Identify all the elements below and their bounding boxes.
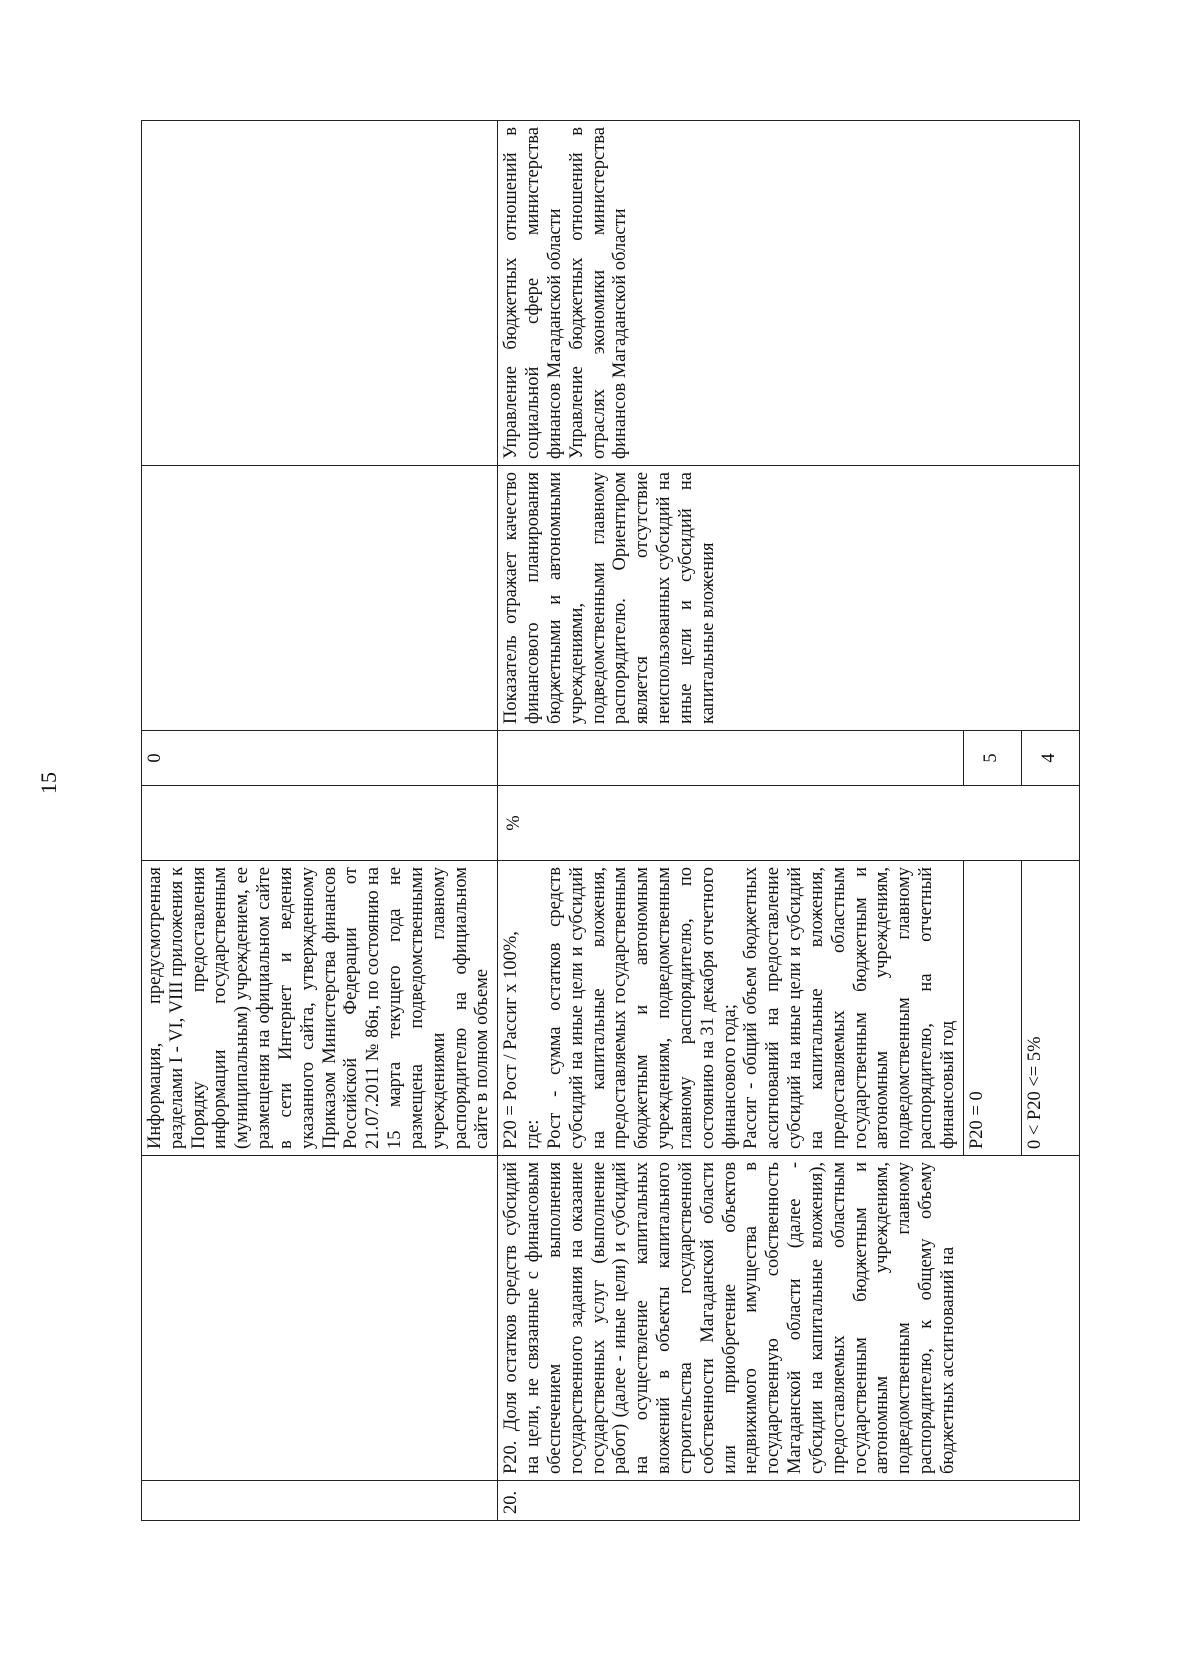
condition-score: 4 [1021, 731, 1079, 786]
score-empty-cell [498, 731, 963, 786]
definition-rost: Pост - сумма остатков средств субсидий на иные цели и субсидий на капитальные вложения, предоставляемых государственным бюджетным и автономным учреждениям, подведомственным главному распорядителю, по состоянию на 31 декабря отчетного финансового года; [544, 867, 740, 1149]
row-20 [498, 121, 963, 1521]
cont-score-cell: 0 [142, 731, 498, 786]
indicator-cell: P20. Доля остатков средств субсидий на цели, не связанные с финансовым обеспечением выполнения государственного задания на оказание государственных услуг (выполнение работ) (далее - иные цели) и субсидий на осуществление капитальных вложений в объекты капитального строительства государственной собственности Магаданской области или приобретение объектов недвижимого имущества в государственную собственность Магаданской области (далее - субсидии на капитальные вложения), предоставляемых областным государственным бюджетным и автономным учреждениям, подведомственным главному распорядителю, к общему объему бюджетных ассигнований на [498, 1156, 1079, 1481]
formula-cell [498, 861, 963, 1156]
cont-info-cell: Информация, предусмотренная разделами I - VI, VIII приложения к Порядку предоставления информации государственным (муниципальным) учреждением, ее размещения на официальном сайте в сети Интернет и ведения указанного сайта, утвержденному Приказом Министерства финансов Российской Федерации от 21.07.2011 № 86н, по состоянию на 15 марта текущего года не размещена подведомственными учреждениями главному распорядителю на официальном сайте в полном объеме [142, 861, 498, 1156]
rotated-table-container [141, 121, 1060, 1521]
formula-where: где: [523, 1119, 544, 1149]
condition-cell: P20 = 0 [963, 861, 1021, 1156]
comment-cell: Показатель отражает качество финансового планирования бюджетными и автономными учреждениями, подведомственными главному распорядителю. Ориентиром является отсутствие неиспользованных субсидий на иные цели и субсидий на капитальные вложения [498, 466, 1079, 731]
cont-responsible-cell [142, 121, 498, 466]
responsible-cell [498, 121, 1079, 466]
definition-rassig: Pассиг - общий объем бюджетных ассигнований на предоставление субсидий на иные цели и субсидий на капитальные вложения, предоставляемых областным государственным бюджетным и автономным учреждениям, подведомственным главному распорядителю, на отчетный финансовый год [741, 867, 958, 1149]
cont-unit-cell [142, 786, 498, 861]
condition-cell: 0 < P20 <= 5% [1021, 861, 1079, 1156]
unit-cell: % [498, 786, 1079, 861]
responsible-social: Управление бюджетных отношений в социальной сфере министерства финансов Магаданской области [501, 127, 565, 459]
row-number: 20. [498, 1481, 1079, 1521]
cont-indicator-cell [142, 1156, 498, 1481]
page-number: 15 [36, 772, 61, 794]
responsible-economy: Управление бюджетных отношений в отраслях экономики министерства финансов Магаданской области [566, 127, 631, 459]
condition-score: 5 [963, 731, 1021, 786]
cont-comment-cell [142, 466, 498, 731]
cont-number-cell [142, 1481, 498, 1521]
formula: P20 = Pост / Pассиг x 100%, [501, 931, 522, 1149]
criteria-table [141, 120, 1080, 1521]
continuation-row [142, 121, 498, 1521]
